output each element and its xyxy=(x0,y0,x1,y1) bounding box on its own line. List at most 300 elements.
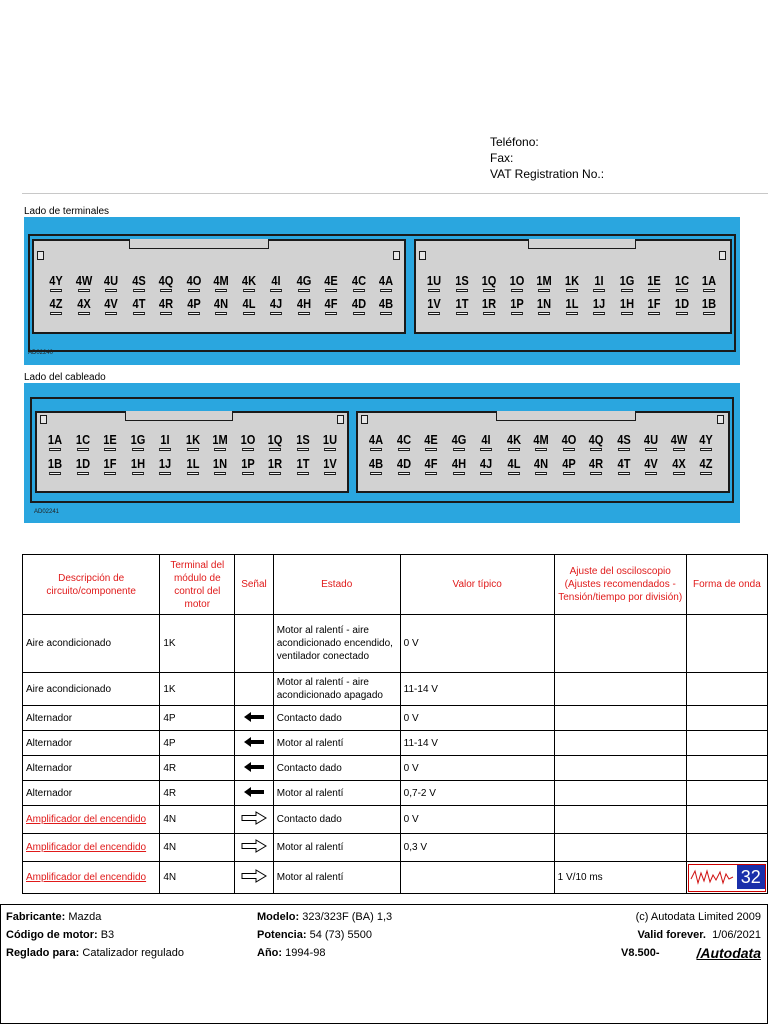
connector-pin xyxy=(615,274,637,292)
arrow-right-outline-icon xyxy=(241,811,267,825)
row-ajuste xyxy=(554,706,686,731)
pin-label: 1H xyxy=(619,296,634,311)
connector-key xyxy=(129,239,269,249)
connector-pin xyxy=(667,457,689,475)
pin-label: 1S xyxy=(295,432,310,447)
connector-pin xyxy=(475,457,497,475)
table-row xyxy=(23,615,768,673)
pin-contact xyxy=(593,289,605,292)
pin-label: 1V xyxy=(427,296,441,311)
pin-label: 1L xyxy=(186,456,199,471)
connector-pin xyxy=(450,297,472,315)
pin-label: 1I xyxy=(594,273,604,288)
pin-contact xyxy=(353,312,365,315)
connector-pin xyxy=(291,457,313,475)
connector-pin xyxy=(667,433,689,451)
connector-pin xyxy=(533,274,555,292)
connector-pin xyxy=(505,297,527,315)
footer-potencia: Potencia: 54 (73) 5500 xyxy=(257,929,372,941)
pin-label: 4Q xyxy=(158,273,174,288)
pin-label: 1M xyxy=(536,273,552,288)
pin-contact xyxy=(590,472,602,475)
pin-label: 1R xyxy=(267,456,283,471)
connector-pin xyxy=(475,433,497,451)
pin-label: 4E xyxy=(324,273,338,288)
pin-label: 4W xyxy=(670,432,687,447)
pin-contact xyxy=(425,448,437,451)
connector-pin xyxy=(265,274,287,292)
pin-contact xyxy=(270,289,282,292)
table-header-row xyxy=(23,555,768,615)
pin-label: 1I xyxy=(160,432,170,447)
telefono-label: Teléfono: xyxy=(490,135,539,149)
pin-label: 1K xyxy=(564,273,579,288)
pin-label: 1O xyxy=(240,432,255,447)
connector-pin xyxy=(530,433,552,451)
connector-pin xyxy=(640,457,662,475)
waveform-trace-icon xyxy=(689,865,735,889)
table-row xyxy=(23,731,768,756)
pin-contact xyxy=(538,312,550,315)
pin-contact xyxy=(535,472,547,475)
pin-label: 4L xyxy=(507,456,520,471)
connector-pin xyxy=(319,433,341,451)
arrow-right-outline-icon xyxy=(241,839,267,853)
pin-contact xyxy=(325,312,337,315)
pin-contact xyxy=(270,312,282,315)
connector-pin xyxy=(72,297,94,315)
pin-label: 1N xyxy=(536,296,552,311)
row-terminal: 4N xyxy=(160,806,235,834)
pin-label: 4U xyxy=(103,273,119,288)
pin-contact xyxy=(621,289,633,292)
pin-label: 1Q xyxy=(481,273,497,288)
connector-pin xyxy=(530,457,552,475)
row-signal xyxy=(235,731,273,756)
pin-label: 4V xyxy=(104,296,118,311)
arrow-right-outline-icon xyxy=(241,869,267,883)
connector-pin xyxy=(347,274,369,292)
terminal-side-label: Lado de terminales xyxy=(24,206,110,217)
pin-label: 4G xyxy=(451,432,466,447)
connector-pin xyxy=(292,297,314,315)
arrow-left-solid-icon xyxy=(244,762,264,772)
connector-pin xyxy=(292,274,314,292)
vat-label: VAT Registration No.: xyxy=(490,167,605,181)
pin-contact xyxy=(563,448,575,451)
pin-contact xyxy=(159,448,171,451)
row-forma xyxy=(686,673,767,706)
row-estado: Motor al ralentí xyxy=(273,731,400,756)
connector-pin xyxy=(265,297,287,315)
row-signal xyxy=(235,781,273,806)
connector-pin xyxy=(100,274,122,292)
pin-contact xyxy=(483,312,495,315)
pin-label: 4O xyxy=(186,273,201,288)
row-desc: Alternador xyxy=(23,781,160,806)
pin-contact xyxy=(648,289,660,292)
row-forma xyxy=(686,731,767,756)
pin-contact xyxy=(243,312,255,315)
pin-contact xyxy=(160,312,172,315)
pin-contact xyxy=(380,312,392,315)
connector-pin xyxy=(99,433,121,451)
wiring-side-label: Lado del cableado xyxy=(24,372,106,383)
pin-contact xyxy=(563,472,575,475)
connector-pin xyxy=(99,457,121,475)
pin-contact xyxy=(242,472,254,475)
connector-pin xyxy=(236,433,258,451)
connector-pin xyxy=(698,297,720,315)
row-desc-link[interactable]: Amplificador del encendido xyxy=(23,862,160,894)
footer-modelo: Modelo: 323/323F (BA) 1,3 xyxy=(257,911,393,923)
pin-contact xyxy=(298,312,310,315)
row-desc: Alternador xyxy=(23,756,160,781)
connector-pin xyxy=(209,433,231,451)
pin-contact xyxy=(187,448,199,451)
pin-contact xyxy=(324,472,336,475)
pin-contact xyxy=(159,472,171,475)
pin-label: 4R xyxy=(588,456,604,471)
pin-contact xyxy=(297,448,309,451)
row-valor xyxy=(400,862,554,894)
pin-contact xyxy=(104,472,116,475)
connector-pin xyxy=(365,457,387,475)
pin-contact xyxy=(324,448,336,451)
connector-pin xyxy=(695,457,717,475)
connector-pin xyxy=(127,297,149,315)
connector-pin xyxy=(698,274,720,292)
connector-pin xyxy=(392,457,414,475)
connector-pin xyxy=(643,274,665,292)
pin-label: 1K xyxy=(185,432,200,447)
pin-contact xyxy=(700,472,712,475)
pin-label: 1C xyxy=(75,432,90,447)
waveform-number: 32 xyxy=(737,865,765,889)
connector-pin xyxy=(557,433,579,451)
connector-pin xyxy=(72,274,94,292)
pin-label: 4Y xyxy=(699,432,713,447)
pin-contact xyxy=(50,312,62,315)
pin-label: 1E xyxy=(103,432,117,447)
row-ajuste xyxy=(554,806,686,834)
row-terminal: 4R xyxy=(160,781,235,806)
row-forma xyxy=(686,615,767,673)
connector-pin xyxy=(237,274,259,292)
footer-version: V8.500- xyxy=(621,947,660,959)
pin-contact xyxy=(215,289,227,292)
pin-contact xyxy=(511,312,523,315)
pin-contact xyxy=(77,448,89,451)
pin-contact xyxy=(618,472,630,475)
connector-pin xyxy=(612,457,634,475)
connector-pin xyxy=(478,274,500,292)
connector-pin xyxy=(209,457,231,475)
pin-contact xyxy=(188,312,200,315)
connector-pin xyxy=(181,457,203,475)
row-estado: Contacto dado xyxy=(273,806,400,834)
pin-contact xyxy=(49,472,61,475)
connector-pin xyxy=(392,433,414,451)
connector-pin xyxy=(640,433,662,451)
connector-pin xyxy=(154,457,176,475)
pin-label: 4O xyxy=(561,432,576,447)
pin-label: 4M xyxy=(533,432,549,447)
connector-pin xyxy=(291,433,313,451)
pin-contact xyxy=(673,472,685,475)
footer-panel xyxy=(0,904,768,1024)
header-terminal: Terminal del módulo de control del motor xyxy=(160,555,235,615)
contact-block xyxy=(490,134,604,182)
connector-pin xyxy=(612,433,634,451)
row-desc: Alternador xyxy=(23,706,160,731)
connector-latch xyxy=(337,415,344,424)
connector-pin xyxy=(695,433,717,451)
pin-contact xyxy=(590,448,602,451)
row-desc: Aire acondicionado xyxy=(23,615,160,673)
pin-label: 1B xyxy=(701,296,717,311)
row-terminal: 1K xyxy=(160,615,235,673)
connector-pin xyxy=(420,433,442,451)
pin-label: 4U xyxy=(643,432,659,447)
pin-label: 4N xyxy=(213,296,229,311)
row-terminal: 4N xyxy=(160,862,235,894)
pin-contact xyxy=(645,472,657,475)
terminal-side-panel xyxy=(24,217,740,365)
pin-label: 1P xyxy=(509,296,524,311)
row-forma xyxy=(686,781,767,806)
connector-pin xyxy=(181,433,203,451)
connector-key xyxy=(528,239,636,249)
header-ajuste: Ajuste del osciloscopio (Ajustes recomendados - Tensión/tiempo por división) xyxy=(554,555,686,615)
pin-label: 4G xyxy=(296,273,311,288)
pin-label: 4I xyxy=(481,432,491,447)
pin-contact xyxy=(508,472,520,475)
pin-label: 1V xyxy=(323,456,337,471)
pin-contact xyxy=(214,472,226,475)
wiring-side-right-connector xyxy=(356,411,730,493)
connector-pin xyxy=(502,433,524,451)
row-signal xyxy=(235,834,273,862)
pin-contact xyxy=(269,448,281,451)
connector-pin xyxy=(44,457,66,475)
pin-contact xyxy=(105,312,117,315)
terminal-side-right-connector xyxy=(414,239,732,334)
row-valor: 0,3 V xyxy=(400,834,554,862)
pin-contact xyxy=(370,448,382,451)
pin-contact xyxy=(78,312,90,315)
connector-pin xyxy=(423,297,445,315)
connector-pin xyxy=(585,457,607,475)
pin-contact xyxy=(133,312,145,315)
connector-pin xyxy=(585,433,607,451)
pin-label: 1N xyxy=(212,456,228,471)
pin-label: 1S xyxy=(454,273,469,288)
pin-contact xyxy=(188,289,200,292)
row-forma xyxy=(686,862,767,894)
pin-contact xyxy=(132,472,144,475)
pin-contact xyxy=(535,448,547,451)
pin-label: 1A xyxy=(47,432,63,447)
pin-label: 4Q xyxy=(588,432,604,447)
pin-label: 1A xyxy=(701,273,717,288)
connector-key xyxy=(125,411,233,421)
pin-label: 4S xyxy=(616,432,631,447)
connector-pin xyxy=(127,274,149,292)
pin-contact xyxy=(297,472,309,475)
wiring-side-panel xyxy=(24,383,740,523)
connector-pin xyxy=(643,297,665,315)
pin-contact xyxy=(398,448,410,451)
terminal-side-code: AD02240 xyxy=(28,350,54,356)
pin-contact xyxy=(242,448,254,451)
pin-contact xyxy=(215,312,227,315)
table-row xyxy=(23,834,768,862)
pin-contact xyxy=(456,289,468,292)
connector-pin xyxy=(320,297,342,315)
pin-label: 1M xyxy=(212,432,228,447)
wiring-side-left-connector xyxy=(35,411,349,493)
pin-label: 1J xyxy=(592,296,606,311)
connector-pin xyxy=(126,457,148,475)
row-forma xyxy=(686,806,767,834)
row-valor: 0 V xyxy=(400,615,554,673)
pin-contact xyxy=(648,312,660,315)
wiring-side-code: AD02241 xyxy=(34,509,60,515)
pin-contact xyxy=(700,448,712,451)
pin-label: 1Q xyxy=(267,432,283,447)
row-ajuste xyxy=(554,615,686,673)
row-estado: Motor al ralentí - aire acondicionado encendido, ventilador conectado xyxy=(273,615,400,673)
pin-contact xyxy=(453,448,465,451)
pin-contact xyxy=(77,472,89,475)
row-desc-link[interactable]: Amplificador del encendido xyxy=(23,834,160,862)
pin-label: 1E xyxy=(647,273,661,288)
table-row xyxy=(23,862,768,894)
connector-pin xyxy=(615,297,637,315)
pin-contact xyxy=(676,312,688,315)
header-divider xyxy=(22,193,768,194)
connector-pin xyxy=(264,433,286,451)
pin-contact xyxy=(49,448,61,451)
row-ajuste xyxy=(554,731,686,756)
table-row xyxy=(23,706,768,731)
pin-label: 4B xyxy=(368,456,384,471)
pin-contact xyxy=(480,472,492,475)
connector-pin xyxy=(319,457,341,475)
pin-contact xyxy=(618,448,630,451)
pin-label: 4D xyxy=(351,296,366,311)
row-forma xyxy=(686,756,767,781)
pin-label: 1G xyxy=(130,432,145,447)
pin-label: 1C xyxy=(674,273,689,288)
pin-label: 4Z xyxy=(699,456,713,471)
connector-latch xyxy=(717,415,724,424)
connector-pin xyxy=(450,274,472,292)
pin-label: 1U xyxy=(322,432,338,447)
pin-contact xyxy=(483,289,495,292)
row-valor: 0 V xyxy=(400,756,554,781)
header-desc: Descripción de circuito/componente xyxy=(23,555,160,615)
row-terminal: 4P xyxy=(160,706,235,731)
signal-table xyxy=(22,554,768,894)
row-desc: Alternador xyxy=(23,731,160,756)
pin-label: 1U xyxy=(426,273,442,288)
row-forma xyxy=(686,706,767,731)
row-terminal: 1K xyxy=(160,673,235,706)
pin-label: 1D xyxy=(674,296,689,311)
autodata-logo: /Autodata xyxy=(696,945,761,961)
connector-pin xyxy=(557,457,579,475)
pin-label: 4T xyxy=(132,296,145,311)
connector-pin xyxy=(560,297,582,315)
pin-contact xyxy=(453,472,465,475)
row-estado: Contacto dado xyxy=(273,706,400,731)
header-forma: Forma de onda xyxy=(686,555,767,615)
row-signal xyxy=(235,673,273,706)
pin-contact xyxy=(398,472,410,475)
row-desc-link[interactable]: Amplificador del encendido xyxy=(23,806,160,834)
arrow-left-solid-icon xyxy=(244,712,264,722)
table-row xyxy=(23,756,768,781)
pin-label: 4C xyxy=(351,273,366,288)
pin-label: 4V xyxy=(644,456,658,471)
connector-pin xyxy=(100,297,122,315)
pin-label: 4P xyxy=(186,296,201,311)
row-estado: Motor al ralentí xyxy=(273,834,400,862)
connector-pin xyxy=(44,433,66,451)
pin-contact xyxy=(325,289,337,292)
connector-key xyxy=(496,411,636,421)
row-signal xyxy=(235,862,273,894)
pin-contact xyxy=(214,448,226,451)
pin-contact xyxy=(105,289,117,292)
footer-copyright: (c) Autodata Limited 2009 xyxy=(635,911,761,923)
row-ajuste: 1 V/10 ms xyxy=(554,862,686,894)
row-ajuste xyxy=(554,756,686,781)
waveform-thumbnail[interactable] xyxy=(688,864,766,892)
pin-contact xyxy=(593,312,605,315)
pin-label: 1J xyxy=(158,456,172,471)
fax-label: Fax: xyxy=(490,151,514,165)
pin-label: 4I xyxy=(271,273,281,288)
connector-pin xyxy=(237,297,259,315)
pin-label: 1T xyxy=(455,296,468,311)
row-desc: Aire acondicionado xyxy=(23,673,160,706)
pin-label: 1O xyxy=(509,273,524,288)
row-estado: Motor al ralentí - aire acondicionado apagado xyxy=(273,673,400,706)
pin-label: 4C xyxy=(396,432,411,447)
connector-pin xyxy=(45,297,67,315)
pin-label: 1F xyxy=(647,296,661,311)
pin-label: 4Z xyxy=(49,296,63,311)
connector-pin xyxy=(45,274,67,292)
pin-label: 4K xyxy=(241,273,256,288)
connector-pin xyxy=(126,433,148,451)
row-valor: 11-14 V xyxy=(400,731,554,756)
pin-contact xyxy=(645,448,657,451)
pin-label: 1T xyxy=(296,456,309,471)
pin-label: 4F xyxy=(424,456,438,471)
pin-label: 4E xyxy=(424,432,438,447)
header-estado: Estado xyxy=(273,555,400,615)
connector-pin xyxy=(236,457,258,475)
pin-label: 4P xyxy=(561,456,576,471)
connector-latch xyxy=(40,415,47,424)
row-valor: 0 V xyxy=(400,706,554,731)
connector-pin xyxy=(182,274,204,292)
connector-pin xyxy=(588,297,610,315)
